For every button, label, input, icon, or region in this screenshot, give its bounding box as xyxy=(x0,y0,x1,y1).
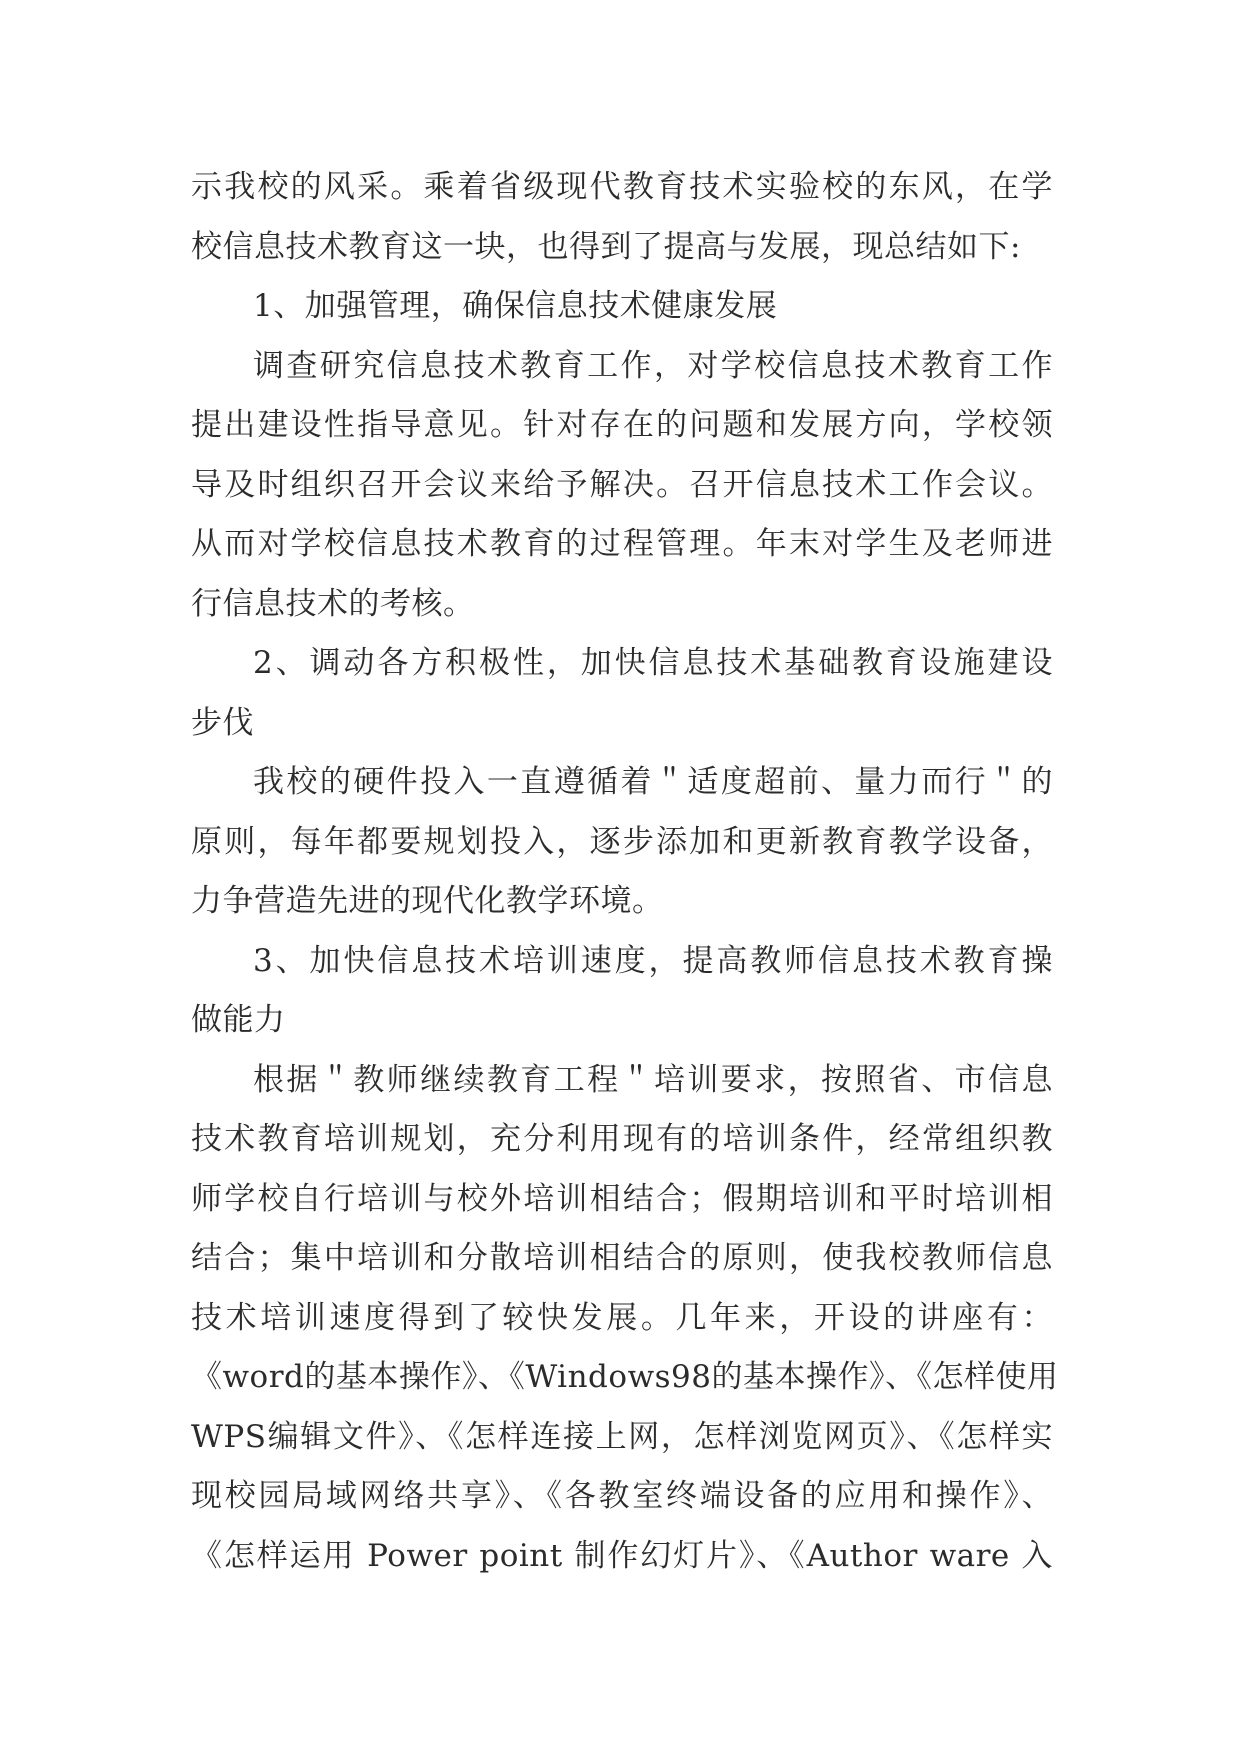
text-line: 力争营造先进的现代化教学环境。 xyxy=(191,883,664,919)
text-line: 技术教育培训规划，充分利用现有的培训条件，经常组织教 xyxy=(191,1121,1053,1157)
text-line: 3、加快信息技术培训速度，提高教师信息技术教育操 xyxy=(253,942,1053,979)
text-line: 提出建设性指导意见。针对存在的问题和发展方向，学校领 xyxy=(191,407,1053,443)
text-line: 2、调动各方积极性，加快信息技术基础教育设施建设 xyxy=(253,645,1053,681)
text-line: 导及时组织召开会议来给予解决。召开信息技术工作会议。 xyxy=(191,466,1053,503)
text-line: 师学校自行培训与校外培训相结合；假期培训和平时培训相 xyxy=(191,1180,1053,1217)
text-line: 1、加强管理，确保信息技术健康发展 xyxy=(253,288,778,324)
text-line: 从而对学校信息技术教育的过程管理。年末对学生及老师进 xyxy=(191,526,1053,562)
text-line: 根据＂教师继续教育工程＂培训要求，按照省、市信息 xyxy=(253,1061,1053,1098)
text-line: 做能力 xyxy=(191,1002,286,1038)
text-line: 《怎样运用 Power point 制作幻灯片》、《Author ware 入 xyxy=(191,1537,1053,1574)
text-line: 调查研究信息技术教育工作，对学校信息技术教育工作 xyxy=(253,347,1053,384)
text-line: 现校园局域网络共享》、《各教室终端设备的应用和操作》、 xyxy=(191,1478,1053,1514)
body-text xyxy=(191,158,1059,1586)
text-line: 结合；集中培训和分散培训相结合的原则，使我校教师信息 xyxy=(191,1240,1053,1276)
text-line: 原则，每年都要规划投入，逐步添加和更新教育教学设备， xyxy=(191,823,1053,860)
text-line: 《word的基本操作》、《Windows98的基本操作》、《怎样使用 xyxy=(191,1359,1059,1395)
text-line: 示我校的风采。乘着省级现代教育技术实验校的东风，在学 xyxy=(191,169,1053,205)
text-line: WPS编辑文件》、《怎样连接上网，怎样浏览网页》、《怎样实 xyxy=(191,1418,1053,1455)
text-line: 步伐 xyxy=(191,704,254,741)
text-line: 我校的硬件投入一直遵循着＂适度超前、量力而行＂的 xyxy=(253,764,1053,800)
text-line: 行信息技术的考核。 xyxy=(191,585,475,622)
text-line: 校信息技术教育这一块，也得到了提高与发展，现总结如下: xyxy=(191,228,1021,265)
text-line: 技术培训速度得到了较快发展。几年来，开设的讲座有： xyxy=(191,1299,1053,1336)
